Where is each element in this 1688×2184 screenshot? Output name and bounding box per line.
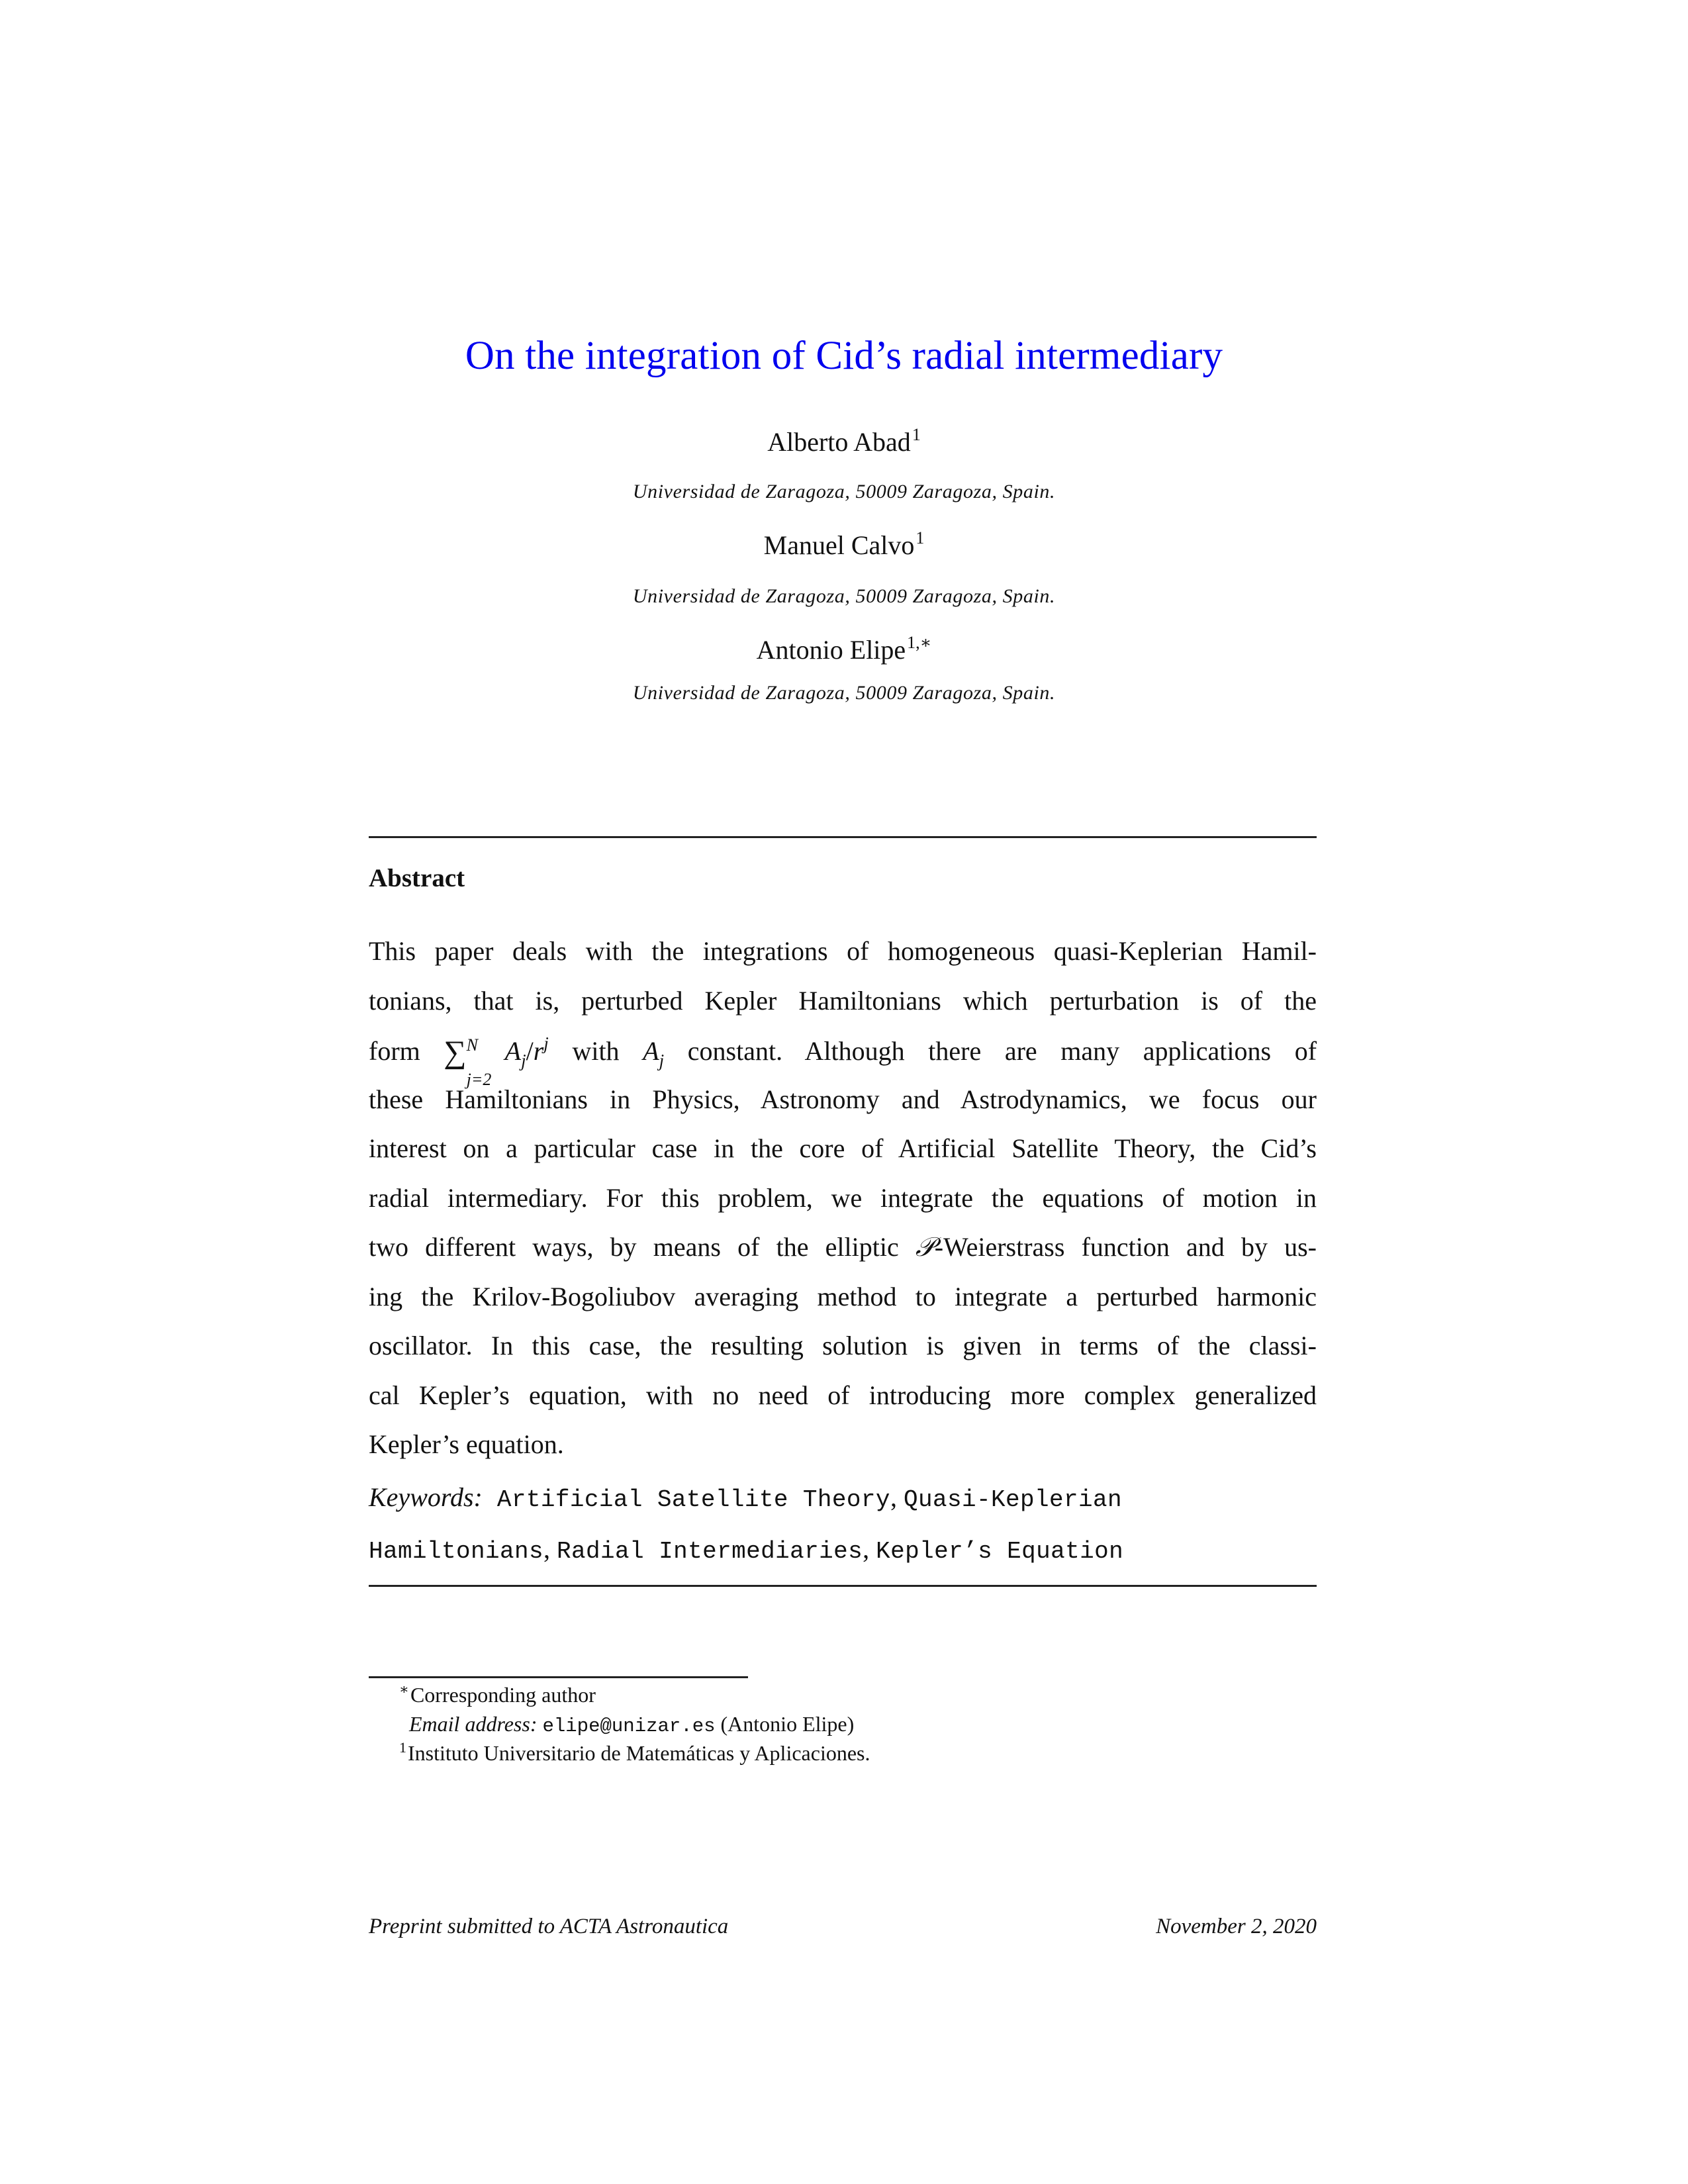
abstract-body: [369, 927, 1317, 1470]
text: -Weierstrass function and by us-: [934, 1232, 1317, 1262]
abstract-top-rule: [369, 836, 1317, 838]
math-term: [504, 1033, 549, 1070]
abstract-line: interest on a particular case in the core of Artificial Satellite Theory, the Cid’s: [369, 1133, 1317, 1163]
footnote-text: Instituto Universitario de Matemáticas y Aplicaciones.: [408, 1741, 870, 1765]
author-mark: 1,∗: [907, 633, 932, 652]
email-link[interactable]: elipe@unizar.es: [542, 1715, 716, 1737]
superscript: j: [543, 1033, 549, 1053]
footnote-text: Corresponding author: [410, 1683, 596, 1707]
separator: ,: [890, 1482, 904, 1512]
separator: ,: [543, 1534, 557, 1564]
separator: ,: [863, 1534, 876, 1564]
abstract-line: This paper deals with the integrations of homogeneous quasi-Keplerian Hamil-: [369, 936, 1317, 966]
email-owner: (Antonio Elipe): [720, 1712, 855, 1736]
author-mark: 1: [915, 528, 925, 547]
sum-limits: [466, 1035, 505, 1089]
keyword: Quasi-Keplerian: [903, 1486, 1123, 1513]
abstract-line-math: [369, 1025, 1317, 1089]
paper-title: On the integration of Cid’s radial intermediary: [465, 334, 1223, 378]
footer-preprint-note: Preprint submitted to ACTA Astronautica: [369, 1915, 729, 1938]
author-mark: 1: [912, 425, 921, 444]
keywords-line-2: [369, 1525, 1317, 1576]
abstract-line: Kepler’s equation.: [369, 1429, 564, 1459]
sum-lower: j=2: [466, 1069, 492, 1089]
footnote-mark: 1: [399, 1739, 406, 1756]
abstract-line-weierstrass: [369, 1223, 1317, 1272]
footnotes: [369, 1682, 870, 1769]
keyword: Kepler’s Equation: [876, 1538, 1124, 1565]
abstract-line: these Hamiltonians in Physics, Astronomy and Astrodynamics, we focus our: [369, 1084, 1317, 1114]
abstract-line: oscillator. In this case, the resulting solution is given in terms of the classi-: [369, 1331, 1317, 1360]
abstract-bottom-rule: [369, 1585, 1317, 1587]
var-r: r: [533, 1036, 544, 1066]
author-name: Alberto Abad: [767, 427, 911, 457]
sum-upper: N: [466, 1035, 478, 1055]
weierstrass-p-symbol: 𝒫: [915, 1232, 935, 1262]
summation-symbol: ∑: [444, 1035, 467, 1070]
author-name: Manuel Calvo: [763, 530, 915, 560]
keywords-line-1: [369, 1473, 1317, 1525]
author-3-affiliation: Universidad de Zaragoza, 50009 Zaragoza, Spain.: [632, 682, 1056, 704]
author-1-affiliation: Universidad de Zaragoza, 50009 Zaragoza, Spain.: [632, 481, 1056, 502]
author-name: Antonio Elipe: [756, 635, 906, 665]
math-term-Aj: [643, 1036, 665, 1070]
abstract-line: tonians, that is, perturbed Kepler Hamiltonians which perturbation is of the: [369, 985, 1317, 1016]
author-2: [0, 529, 1688, 565]
footnote-mark: ∗: [399, 1681, 409, 1697]
keywords-label: Keywords:: [369, 1482, 483, 1512]
footnote-rule: [369, 1676, 748, 1678]
abstract-heading: Abstract: [369, 864, 465, 892]
text: with: [572, 1036, 620, 1066]
var-A: A: [504, 1036, 522, 1066]
text: constant. Although there are many applications of: [687, 1036, 1317, 1066]
abstract-line: cal Kepler’s equation, with no need of introducing more complex generalized: [369, 1380, 1317, 1410]
subscript: j: [521, 1051, 526, 1070]
keyword: Artificial Satellite Theory: [496, 1486, 890, 1513]
footnote-email: [369, 1711, 870, 1740]
abstract-line: ing the Krilov-Bogoliubov averaging method to integrate a perturbed harmonic: [369, 1281, 1317, 1311]
keyword: Radial Intermediaries: [557, 1538, 863, 1565]
keyword: Hamiltonians: [369, 1538, 544, 1565]
author-3: [0, 634, 1688, 670]
footnote-corresponding: [369, 1682, 870, 1711]
subscript: j: [659, 1051, 665, 1070]
text: form: [369, 1036, 420, 1066]
footnote-affiliation: [369, 1740, 870, 1769]
email-label: Email address:: [409, 1712, 538, 1736]
slash: /: [526, 1036, 534, 1066]
abstract-line: radial intermediary. For this problem, we integrate the equations of motion in: [369, 1182, 1317, 1213]
keywords: [369, 1473, 1317, 1576]
var-A: A: [643, 1036, 659, 1066]
footer-date: November 2, 2020: [1156, 1915, 1317, 1938]
text: two different ways, by means of the elliptic: [369, 1232, 899, 1262]
author-2-affiliation: Universidad de Zaragoza, 50009 Zaragoza, Spain.: [632, 585, 1056, 607]
author-1: [0, 426, 1688, 462]
